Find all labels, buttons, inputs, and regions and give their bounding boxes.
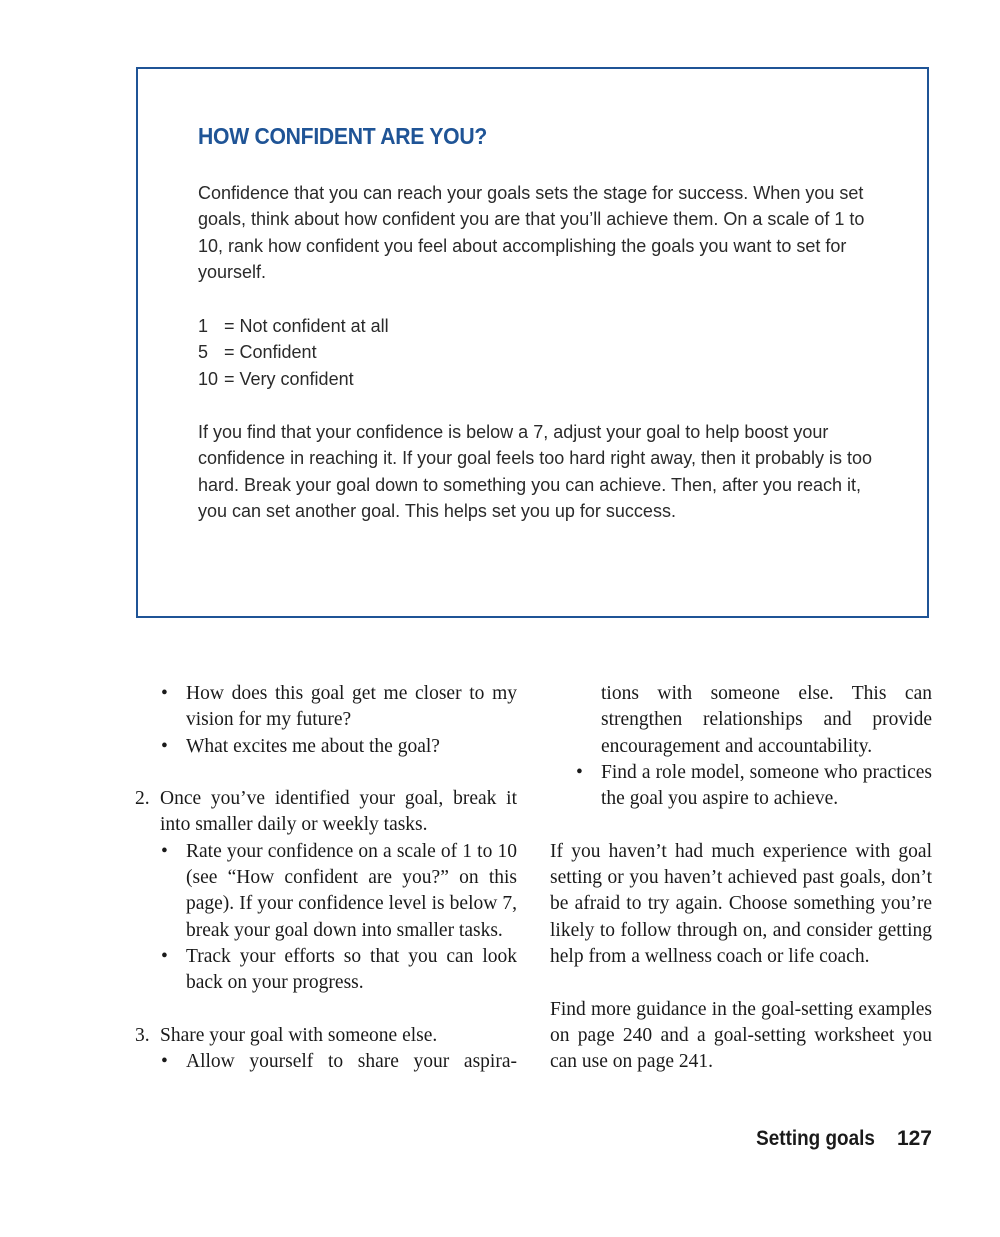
sidebar-box (136, 67, 929, 618)
list-item-text: Track your efforts so that you can look back on your progress. (186, 945, 517, 994)
numbered-item-3 (135, 1023, 517, 1049)
bullet-marker: • (161, 683, 168, 704)
bullet-list (550, 760, 932, 813)
list-item-text: Rate your confidence on a scale of 1 to 10 (see “How confident are you?” on this page). If your confidence level is below 7, break your goal down into smaller tasks. (186, 840, 517, 941)
body-paragraph: Find more guidance in the goal-setting examples on page 240 and a goal-setting worksheet you can use on page 241. (550, 998, 932, 1073)
scale-number: 5 (198, 342, 209, 363)
bullet-marker: • (576, 761, 583, 783)
item-number: 2. (135, 788, 150, 810)
list-item (161, 839, 517, 944)
list-item-text: Find a role model, someone who practices the goal you aspire to achieve. (601, 761, 932, 810)
page-number: 127 (896, 1127, 932, 1150)
right-column (550, 681, 932, 1075)
bullet-marker: • (161, 840, 168, 862)
left-column (135, 681, 517, 1075)
scale-label: = Confident (224, 342, 317, 363)
page-footer (743, 1127, 932, 1151)
list-item (576, 760, 932, 813)
bullet-list (135, 839, 517, 997)
scale-row (198, 339, 389, 365)
scale-row (198, 313, 389, 339)
list-item-text: Allow yourself to share your aspira- (186, 1051, 517, 1073)
bullet-marker: • (161, 735, 168, 757)
body-paragraph: If you haven’t had much experience with goal setting or you haven’t achieved past goals, don’t be afraid to try again. Choose something you’re likely to follow through on, and consider getting help from a wellness coach or life coach. (550, 840, 932, 967)
sidebar-intro: Confidence that you can reach your goals sets the stage for success. When you set goals, think about how confident you are that you’ll achieve them. On a scale of 1 to 10, rank how confident you feel about accomplishing the goals you want to set for yourself. (198, 183, 865, 283)
bullet-list (135, 681, 517, 760)
list-item-text: What excites me about the goal? (186, 735, 440, 757)
bullet-marker: • (161, 945, 168, 967)
sidebar-advice: If you find that your confidence is below a 7, adjust your goal to help boost your confidence in reaching it. If your goal feels too hard right away, then it probably is too hard. Break your goal down to something you can achieve. Then, after you reach it, you can set another goal. This helps set you up for success. (198, 422, 873, 522)
scale-number: 1 (198, 316, 209, 336)
numbered-item-text: Once you’ve identified your goal, break it into smaller daily or weekly tasks. (160, 788, 517, 836)
list-item (161, 944, 517, 997)
scale-number: 10 (198, 368, 219, 389)
continued-bullet-text: tions with someone else. This can strengthen relationships and provide encouragement and accountability. (601, 683, 932, 757)
list-item (161, 734, 517, 760)
running-footer-title: Setting goals (756, 1127, 875, 1150)
list-item-text: How does this goal get me closer to my vision for my future? (186, 683, 517, 731)
confidence-scale (198, 313, 389, 392)
list-item (161, 681, 517, 734)
scale-label: = Not confident at all (224, 316, 389, 336)
scale-label: = Very confident (224, 368, 354, 389)
item-number: 3. (135, 1024, 150, 1046)
bullet-list (135, 1049, 517, 1075)
scale-row (198, 366, 389, 392)
bullet-marker: • (161, 1051, 168, 1073)
numbered-item-2 (135, 786, 517, 839)
sidebar-title: HOW CONFIDENT ARE YOU? (198, 123, 487, 149)
list-item (161, 1049, 517, 1075)
numbered-item-text: Share your goal with someone else. (160, 1024, 438, 1046)
